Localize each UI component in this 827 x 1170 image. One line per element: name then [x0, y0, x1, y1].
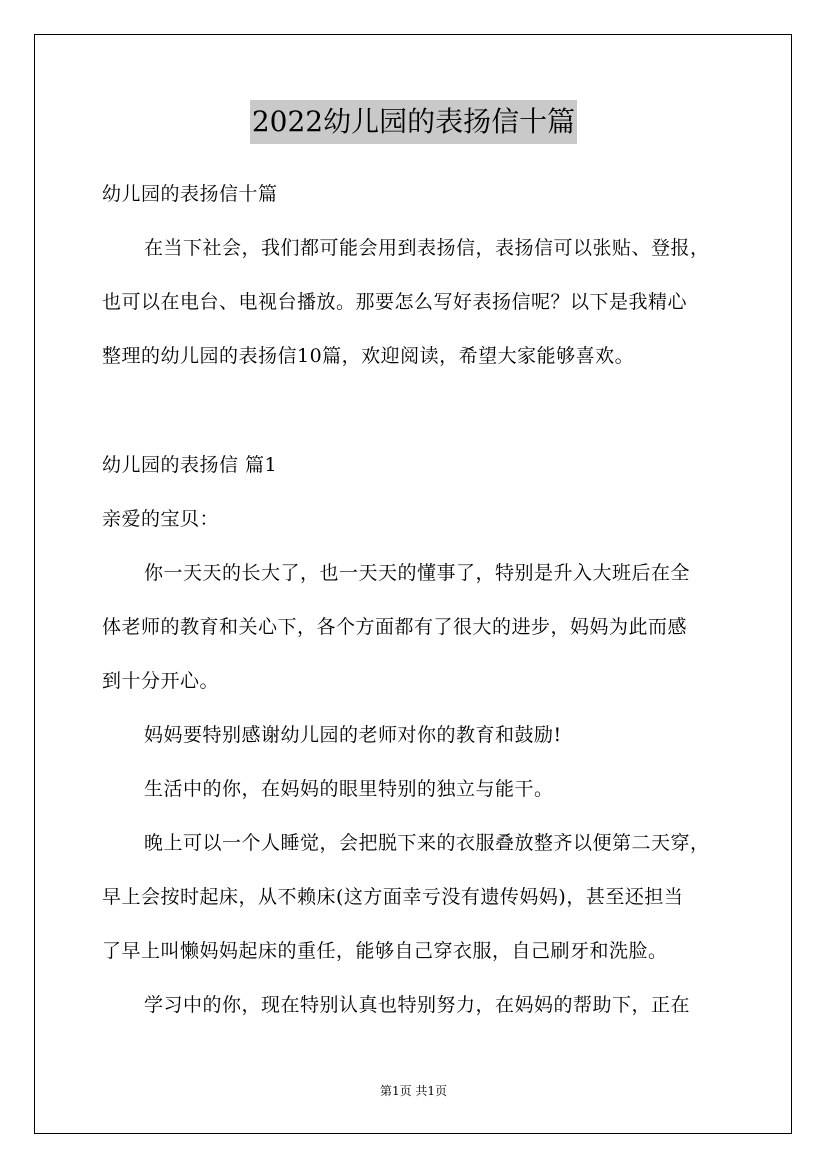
section-heading: 幼儿园的表扬信 篇1 — [102, 454, 278, 476]
body-line-9: 学习中的你，现在特别认真也特别努力，在妈妈的帮助下，正在 — [144, 994, 691, 1016]
body-line-1: 你一天天的长大了，也一天天的懂事了，特别是升入大班后在全 — [144, 562, 691, 584]
body-line-3: 到十分开心。 — [102, 670, 220, 692]
intro-line-3: 整理的幼儿园的表扬信10篇，欢迎阅读，希望大家能够喜欢。 — [102, 345, 635, 367]
document-subtitle: 幼儿园的表扬信十篇 — [102, 183, 278, 205]
salutation: 亲爱的宝贝： — [102, 508, 220, 530]
intro-line-2: 也可以在电台、电视台播放。那要怎么写好表扬信呢？以下是我精心 — [102, 291, 688, 313]
document-title: 2022幼儿园的表扬信十篇 — [250, 100, 577, 144]
body-line-6: 晚上可以一个人睡觉，会把脱下来的衣服叠放整齐以便第二天穿， — [144, 832, 710, 854]
page-footer: 第1页 共1页 — [379, 1084, 448, 1098]
intro-line-1: 在当下社会，我们都可能会用到表扬信，表扬信可以张贴、登报， — [144, 237, 710, 259]
body-line-4: 妈妈要特别感谢幼儿园的老师对你的教育和鼓励! — [144, 724, 562, 746]
title-container — [0, 100, 827, 144]
body-line-7: 早上会按时起床，从不赖床(这方面幸亏没有遗传妈妈)，甚至还担当 — [102, 886, 684, 908]
body-line-8: 了早上叫懒妈妈起床的重任，能够自己穿衣服，自己刷牙和洗脸。 — [102, 940, 668, 962]
body-line-5: 生活中的你，在妈妈的眼里特别的独立与能干。 — [144, 778, 554, 800]
body-line-2: 体老师的教育和关心下，各个方面都有了很大的进步，妈妈为此而感 — [102, 616, 688, 638]
